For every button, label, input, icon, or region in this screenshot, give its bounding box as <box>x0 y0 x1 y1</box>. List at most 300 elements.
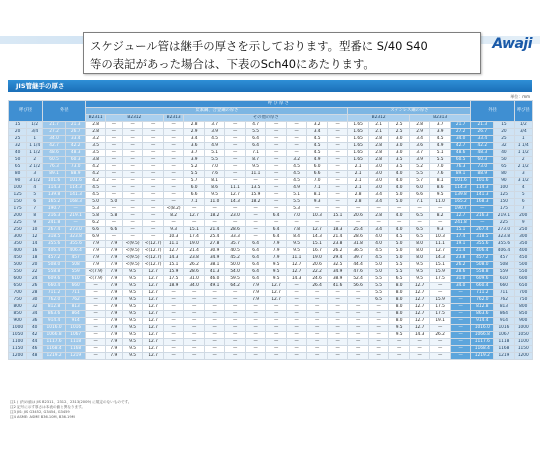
table-cell: 42.7 <box>450 143 471 150</box>
table-cell: 18.3 <box>327 227 348 234</box>
table-cell: 12.7 <box>286 269 307 276</box>
table-cell: 26.2 <box>184 262 205 269</box>
table-cell: — <box>122 220 143 227</box>
table-cell: 1200 <box>9 353 27 360</box>
table-cell: 23.8 <box>327 241 348 248</box>
table-cell: — <box>122 213 143 220</box>
table-cell: 4.2 <box>86 164 105 171</box>
table-cell: 90 <box>494 178 515 185</box>
table-cell: 8 <box>27 213 43 220</box>
table-cell: 3 1/2 <box>514 178 532 185</box>
table-cell: — <box>163 339 184 346</box>
table-cell: — <box>225 311 246 318</box>
table-cell: 762 <box>65 297 86 304</box>
table-cell: 5.8 <box>86 213 105 220</box>
table-cell: — <box>122 122 143 129</box>
table-cell: 32 <box>494 143 515 150</box>
table-cell: 1100 <box>9 339 27 346</box>
table-cell: 406.4 <box>471 248 494 255</box>
table-cell: — <box>430 339 451 346</box>
table-cell: 1219 <box>65 353 86 360</box>
table-cell: 42 <box>27 332 43 339</box>
table-cell: — <box>471 206 494 213</box>
table-cell: — <box>327 199 348 206</box>
table-cell: 33.4 <box>471 136 494 143</box>
table-cell: 550 <box>9 269 27 276</box>
table-cell: — <box>266 192 287 199</box>
header-std-b2312: B2312 <box>105 115 163 122</box>
table-cell: 6.0 <box>184 185 205 192</box>
table-cell: 864 <box>494 311 515 318</box>
table-cell: — <box>122 206 143 213</box>
table-cell: 300 <box>514 234 532 241</box>
table-cell: 190.7 <box>450 206 471 213</box>
table-cell: 38.1 <box>204 262 225 269</box>
table-cell: — <box>286 129 307 136</box>
table-cell: — <box>225 157 246 164</box>
table-cell: 9.5 <box>409 276 430 283</box>
table-cell: 609.6 <box>43 276 66 283</box>
table-cell: 7 <box>27 206 43 213</box>
table-cell: 318.5 <box>43 234 66 241</box>
table-cell: 114.3 <box>450 185 471 192</box>
table-cell: 4.7 <box>245 122 266 129</box>
table-cell: — <box>225 171 246 178</box>
table-cell: 660.4 <box>43 283 66 290</box>
table-cell: — <box>122 192 143 199</box>
table-cell: 6.6 <box>105 227 122 234</box>
table-cell: — <box>143 220 164 227</box>
table-cell: 6.5 <box>409 234 430 241</box>
table-cell: — <box>327 325 348 332</box>
table-cell: 48.6 <box>43 150 66 157</box>
table-cell: 9.5 <box>122 332 143 339</box>
table-cell: — <box>327 164 348 171</box>
table-cell: 41.6 <box>327 283 348 290</box>
table-cell: 12.7 <box>266 283 287 290</box>
table-cell: 12.7 <box>143 283 164 290</box>
table-cell: — <box>163 353 184 360</box>
table-cell: 36 <box>27 318 43 325</box>
table-cell: 5.3 <box>286 206 307 213</box>
table-cell: 1118 <box>65 339 86 346</box>
table-cell: 73.0 <box>65 164 86 171</box>
table-cell: — <box>225 353 246 360</box>
table-cell: 27.2 <box>43 129 66 136</box>
table-cell: 10.3 <box>163 234 184 241</box>
table-cell: — <box>86 283 105 290</box>
table-cell: 168.3 <box>471 199 494 206</box>
table-cell: 8.0 <box>389 290 410 297</box>
table-cell: 19.1 <box>430 318 451 325</box>
table-cell: 450 <box>514 255 532 262</box>
table-cell: 15.9 <box>245 192 266 199</box>
table-cell: 17.4 <box>184 234 205 241</box>
table-cell: 5.5 <box>204 157 225 164</box>
table-cell: 7.6 <box>204 171 225 178</box>
table-cell: 50 <box>494 157 515 164</box>
table-cell: 23.0 <box>225 213 246 220</box>
table-cell: 12.7 <box>143 339 164 346</box>
table-cell: — <box>105 206 122 213</box>
table-cell: 9.5 <box>122 276 143 283</box>
table-cell: — <box>266 220 287 227</box>
table-row <box>9 283 533 290</box>
header-std-b2312-ss: B2312 <box>348 115 410 122</box>
table-cell: — <box>204 220 225 227</box>
table-cell: — <box>163 185 184 192</box>
table-cell: — <box>122 157 143 164</box>
table-cell: 508 <box>494 262 515 269</box>
table-cell: — <box>163 332 184 339</box>
header-other-thickness: その他の厚さ <box>184 115 348 122</box>
table-cell: — <box>65 220 86 227</box>
table-cell: 12.7 <box>409 283 430 290</box>
table-cell: — <box>143 129 164 136</box>
table-cell: 250 <box>9 227 27 234</box>
table-cell: 12.7 <box>409 325 430 332</box>
table-cell: 1050 <box>9 332 27 339</box>
table-cell: 3.4 <box>368 199 389 206</box>
table-cell: 14.3 <box>409 332 430 339</box>
table-cell: 1219 <box>494 353 515 360</box>
table-cell: 23.8 <box>450 255 471 262</box>
table-cell: — <box>368 346 389 353</box>
table-cell: 73.0 <box>471 164 494 171</box>
table-cell: 4.5 <box>368 255 389 262</box>
table-cell: 34.0 <box>450 283 471 290</box>
table-cell: 15 <box>494 122 515 129</box>
table-cell: 3.7 <box>430 122 451 129</box>
table-cell: <(7.9) <box>86 269 105 276</box>
table-cell: 863.6 <box>43 311 66 318</box>
table-cell: 31.8 <box>348 241 369 248</box>
table-cell: — <box>105 164 122 171</box>
table-cell: 14.3 <box>225 199 246 206</box>
table-cell: — <box>266 157 287 164</box>
table-cell: — <box>266 178 287 185</box>
table-cell: — <box>368 220 389 227</box>
table-cell: — <box>122 178 143 185</box>
table-cell: 1 <box>27 136 43 143</box>
table-cell: — <box>163 192 184 199</box>
table-cell: — <box>307 318 328 325</box>
table-cell: 44 <box>27 339 43 346</box>
table-cell: 8.0 <box>409 248 430 255</box>
table-cell: 3.4 <box>409 136 430 143</box>
table-cell: 6.6 <box>184 192 205 199</box>
table-cell: 762.0 <box>43 297 66 304</box>
table-cell: 15.1 <box>430 262 451 269</box>
table-cell: 457.2 <box>43 255 66 262</box>
table-cell: 26.4 <box>307 283 328 290</box>
table-cell: 2.8 <box>368 143 389 150</box>
table-cell: — <box>368 318 389 325</box>
table-cell: 216.3 <box>471 213 494 220</box>
table-cell: 9 <box>514 220 532 227</box>
table-cell: 12.7 <box>286 262 307 269</box>
table-cell: — <box>430 290 451 297</box>
table-cell: 38.9 <box>327 276 348 283</box>
table-cell: 40 <box>27 325 43 332</box>
table-cell: 7.9 <box>105 346 122 353</box>
table-cell: — <box>86 304 105 311</box>
header-nominal-size: 呼び径 <box>9 101 43 122</box>
table-cell: 7.9 <box>105 276 122 283</box>
table-cell: — <box>266 332 287 339</box>
table-cell: 610 <box>65 276 86 283</box>
table-cell: 559 <box>65 269 86 276</box>
table-cell: — <box>348 353 369 360</box>
table-cell: 4.9 <box>286 185 307 192</box>
table-row <box>9 192 533 199</box>
table-cell: — <box>225 339 246 346</box>
table-cell: 3.5 <box>389 164 410 171</box>
table-cell: 15.9 <box>430 269 451 276</box>
table-cell: — <box>105 150 122 157</box>
table-cell: 6.2 <box>86 220 105 227</box>
table-cell: 9.3 <box>430 227 451 234</box>
table-cell: 15.1 <box>163 262 184 269</box>
table-cell: — <box>105 122 122 129</box>
table-cell: — <box>348 304 369 311</box>
table-cell: 4.5 <box>368 248 389 255</box>
table-cell: 1.65 <box>348 150 369 157</box>
table-cell: 65 <box>9 164 27 171</box>
table-cell: 2.1 <box>348 178 369 185</box>
table-cell: 100 <box>494 185 515 192</box>
table-cell: — <box>450 290 471 297</box>
table-row <box>9 150 533 157</box>
table-cell: — <box>122 234 143 241</box>
table-cell: — <box>327 290 348 297</box>
table-cell: 22.2 <box>307 269 328 276</box>
table-cell: 9.5 <box>409 269 430 276</box>
table-cell: 11.0 <box>204 199 225 206</box>
table-cell: — <box>225 318 246 325</box>
table-cell: 7.8 <box>286 227 307 234</box>
table-cell: — <box>225 150 246 157</box>
table-cell: 216.3 <box>43 213 66 220</box>
table-cell: 406.4 <box>43 248 66 255</box>
table-cell: — <box>348 332 369 339</box>
table-cell: 40 <box>9 150 27 157</box>
table-cell: 25.4 <box>348 227 369 234</box>
table-cell: 1118 <box>494 339 515 346</box>
table-cell: 23.8 <box>184 255 205 262</box>
table-cell: 42.2 <box>65 143 86 150</box>
table-cell: — <box>122 171 143 178</box>
table-cell: 12.7 <box>143 290 164 297</box>
table-cell: 9.3 <box>163 227 184 234</box>
table-cell: 558.8 <box>43 269 66 276</box>
table-cell: — <box>430 325 451 332</box>
table-row <box>9 297 533 304</box>
table-cell: — <box>368 332 389 339</box>
table-cell: 9.5 <box>122 290 143 297</box>
table-cell: — <box>163 143 184 150</box>
table-cell: 8.2 <box>163 213 184 220</box>
table-cell: 4.5 <box>86 185 105 192</box>
table-cell: <(9.5) <box>122 241 143 248</box>
table-cell: — <box>163 304 184 311</box>
table-cell: 4.5 <box>307 136 328 143</box>
table-cell: 6.0 <box>409 185 430 192</box>
table-cell: 139.8 <box>450 192 471 199</box>
table-cell: — <box>266 150 287 157</box>
table-cell: — <box>204 353 225 360</box>
table-cell: — <box>327 206 348 213</box>
table-cell: — <box>184 297 205 304</box>
table-cell: — <box>286 143 307 150</box>
table-cell: — <box>471 220 494 227</box>
table-cell: 7.9 <box>105 262 122 269</box>
table-cell: — <box>86 325 105 332</box>
table-cell: 914 <box>494 318 515 325</box>
table-cell: — <box>245 311 266 318</box>
table-cell: 1168 <box>65 346 86 353</box>
table-cell: 711.2 <box>43 290 66 297</box>
table-cell: 12.7 <box>143 325 164 332</box>
table-cell: 1000 <box>9 325 27 332</box>
table-cell: 2.8 <box>368 213 389 220</box>
table-cell: 6.4 <box>245 262 266 269</box>
table-cell: 9.5 <box>122 311 143 318</box>
header-std-b2313: B2313 <box>163 115 184 122</box>
table-cell: 6.5 <box>409 213 430 220</box>
table-cell: 813 <box>494 304 515 311</box>
table-cell: 9.5 <box>286 248 307 255</box>
table-cell: 59.5 <box>225 276 246 283</box>
table-cell: 4.0 <box>389 185 410 192</box>
table-cell: — <box>286 353 307 360</box>
table-cell: 6.4 <box>266 234 287 241</box>
table-cell: 9.5 <box>122 283 143 290</box>
callout-line-1: スケジュール管は継手の厚さを示しております。型番に S/40 S40 <box>90 39 428 53</box>
table-cell: — <box>105 136 122 143</box>
table-cell: — <box>307 297 328 304</box>
table-cell: — <box>327 157 348 164</box>
table-cell: 6.0 <box>307 164 328 171</box>
table-cell: 4.0 <box>389 213 410 220</box>
table-cell: 3.7 <box>409 150 430 157</box>
table-cell: — <box>266 339 287 346</box>
table-cell: 33.4 <box>65 136 86 143</box>
table-cell: 89.1 <box>450 171 471 178</box>
table-cell: — <box>184 318 205 325</box>
table-cell: — <box>430 353 451 360</box>
table-cell: — <box>225 346 246 353</box>
table-cell: 6.4 <box>245 276 266 283</box>
table-cell: — <box>225 129 246 136</box>
table-cell: — <box>307 290 328 297</box>
table-cell: 21.7 <box>43 122 66 129</box>
table-cell: 101.6 <box>65 178 86 185</box>
table-cell: — <box>143 136 164 143</box>
table-cell: 12.7 <box>266 290 287 297</box>
table-cell: 219.1 <box>494 213 515 220</box>
table-cell: — <box>286 339 307 346</box>
table-cell: 3.2 <box>307 122 328 129</box>
table-cell: 5.5 <box>409 171 430 178</box>
table-cell: — <box>122 150 143 157</box>
table-cell: 5.2 <box>184 164 205 171</box>
table-cell: 4.9 <box>307 157 328 164</box>
table-cell: 558.8 <box>471 269 494 276</box>
table-cell: — <box>409 346 430 353</box>
table-cell: 1168.4 <box>43 346 66 353</box>
table-cell: 4.0 <box>389 178 410 185</box>
table-cell: — <box>86 311 105 318</box>
table-cell: 12.7 <box>143 304 164 311</box>
table-cell: 1219.2 <box>43 353 66 360</box>
footnote: 注4 ASME: ASME B36.10M, B36.19M <box>10 415 75 419</box>
table-cell: 114.3 <box>43 185 66 192</box>
table-cell: 26.7 <box>65 129 86 136</box>
table-cell: 4.0 <box>368 234 389 241</box>
header-row-mid <box>9 108 533 115</box>
table-cell: 8.2 <box>430 213 451 220</box>
table-cell: 3 <box>514 171 532 178</box>
table-cell: 900 <box>9 318 27 325</box>
table-cell: 21.4 <box>450 248 471 255</box>
table-cell: — <box>327 122 348 129</box>
table-cell: 21.3 <box>471 122 494 129</box>
table-cell: 9 <box>27 220 43 227</box>
table-row <box>9 227 533 234</box>
table-cell: 32 <box>27 304 43 311</box>
table-cell: — <box>143 178 164 185</box>
table-cell: 15.9 <box>163 269 184 276</box>
table-cell: <(8.2) <box>163 206 184 213</box>
table-cell: 88.9 <box>471 171 494 178</box>
table-cell: 24.6 <box>307 276 328 283</box>
table-cell: 600 <box>9 276 27 283</box>
table-cell: — <box>204 346 225 353</box>
section-title: JIS管継手の厚さ <box>16 82 65 90</box>
table-cell: 2.5 <box>389 122 410 129</box>
table-cell: — <box>86 290 105 297</box>
table-cell: 3.7 <box>204 122 225 129</box>
table-cell: 200 <box>9 213 27 220</box>
table-cell: — <box>245 213 266 220</box>
table-cell: 150 <box>494 199 515 206</box>
table-cell: — <box>450 311 471 318</box>
table-cell: — <box>266 325 287 332</box>
table-cell: 9.5 <box>122 318 143 325</box>
table-cell: 14 <box>27 241 43 248</box>
table-cell: — <box>225 220 246 227</box>
table-cell: — <box>204 304 225 311</box>
table-cell: 40 <box>494 150 515 157</box>
table-cell: 3.4 <box>368 192 389 199</box>
table-cell: 34.0 <box>184 283 205 290</box>
table-cell: — <box>266 143 287 150</box>
table-cell: 26.2 <box>430 332 451 339</box>
table-cell: 267.4 <box>43 227 66 234</box>
table-cell: 1050 <box>514 332 532 339</box>
table-cell: 5.0 <box>86 199 105 206</box>
table-cell: 812.8 <box>43 304 66 311</box>
table-cell: 76.3 <box>450 164 471 171</box>
table-cell: 56.6 <box>348 283 369 290</box>
table-cell: 3.4 <box>184 136 205 143</box>
table-cell: 1168.4 <box>471 346 494 353</box>
table-cell: 125 <box>9 192 27 199</box>
thickness-table-wrap <box>8 100 532 360</box>
table-cell: — <box>389 353 410 360</box>
table-cell: 16 <box>27 248 43 255</box>
